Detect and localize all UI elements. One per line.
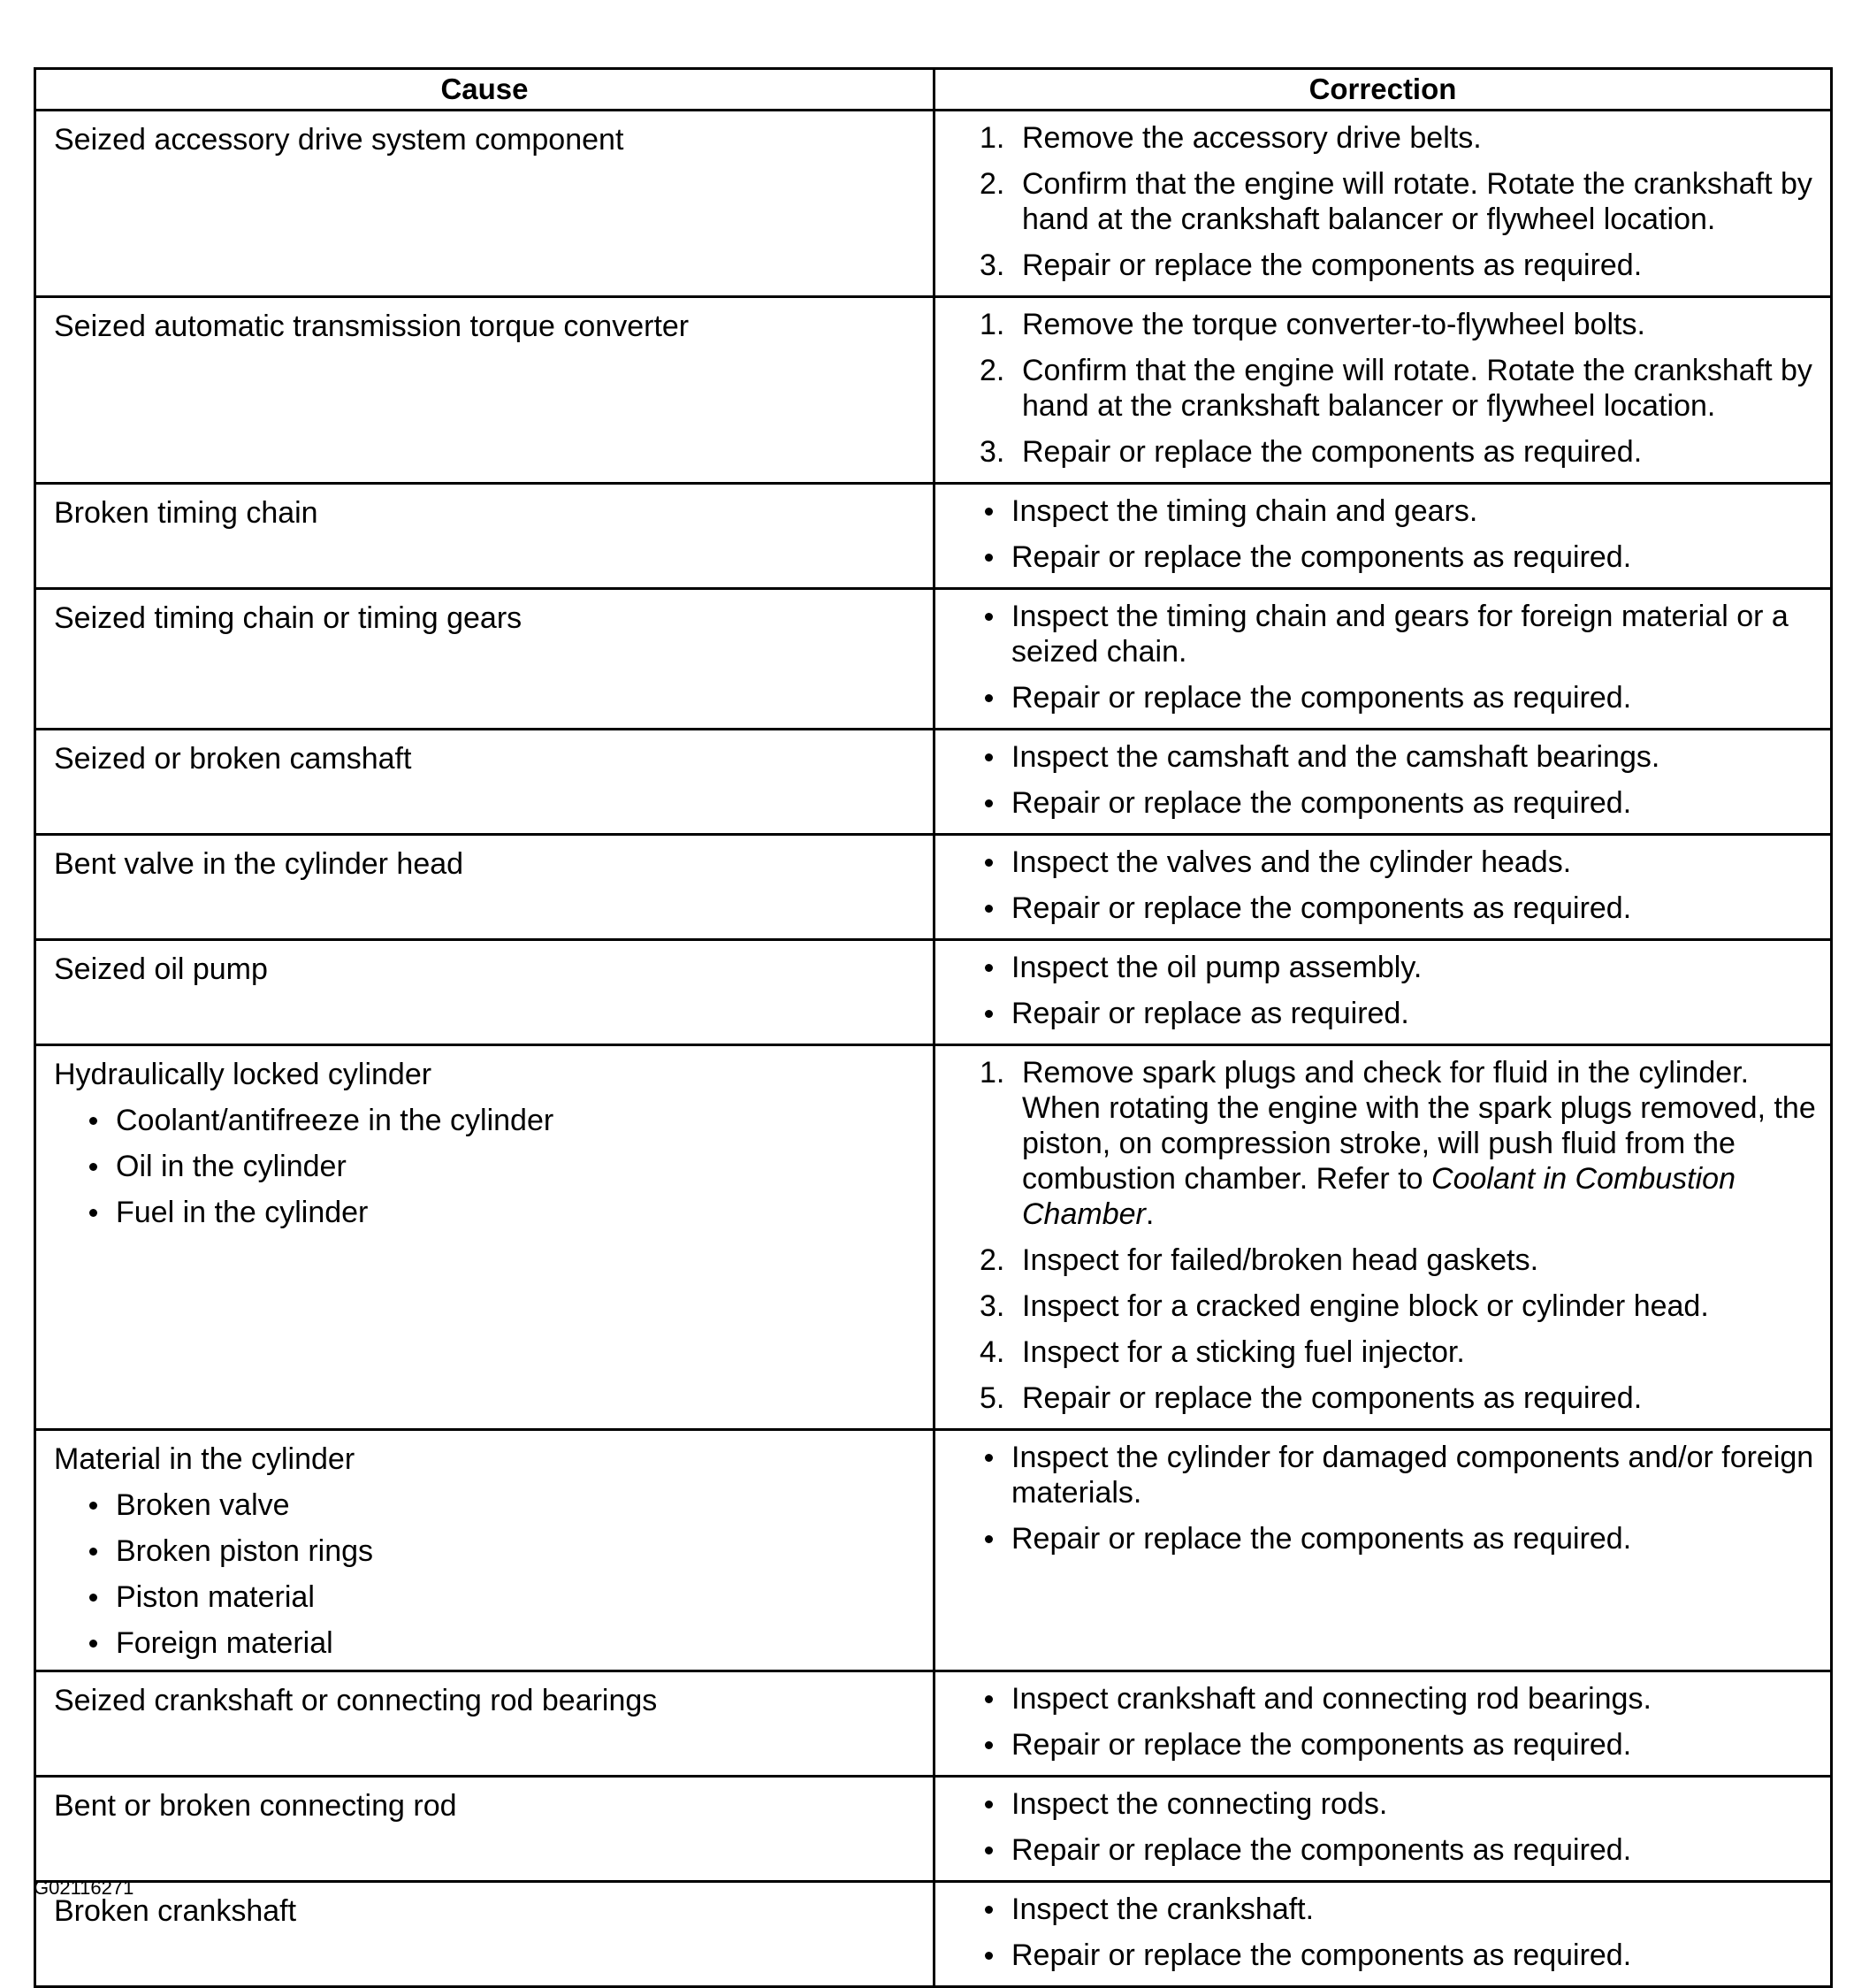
cause-subitem-text: Foreign material: [116, 1626, 333, 1660]
cause-text: Seized crankshaft or connecting rod bearings: [54, 1684, 658, 1717]
bullet-icon: [985, 694, 993, 702]
bullet-icon: [985, 1952, 993, 1960]
bullet-icon: [985, 753, 993, 761]
correction-item: [980, 739, 1823, 775]
bullet-icon: [89, 1640, 97, 1648]
correction-text: Repair or replace as required.: [1011, 997, 1409, 1030]
bullet-icon: [985, 613, 993, 621]
correction-text: Confirm that the engine will rotate. Rotate the crankshaft by hand at the crankshaft balancer or flywheel location.: [1022, 354, 1812, 423]
bullet-icon: [985, 554, 993, 562]
correction-text: Repair or replace the components as required.: [1011, 786, 1632, 820]
correction-list: [980, 1681, 1823, 1762]
bullet-icon: [89, 1594, 97, 1602]
correction-item: [980, 493, 1823, 529]
bullet-icon: [985, 1801, 993, 1808]
cause-text: Bent or broken connecting rod: [54, 1789, 457, 1823]
correction-list: [980, 1892, 1823, 1973]
step-number: 2.: [980, 167, 1005, 201]
correction-text: Inspect for a cracked engine block or cylinder head.: [1022, 1289, 1709, 1323]
correction-item: [980, 785, 1823, 821]
correction-text: Repair or replace the components as required.: [1011, 891, 1632, 925]
cause-cell: [35, 589, 934, 730]
table-body: [35, 111, 1832, 1987]
correction-text: Remove the torque converter-to-flywheel bolts.: [1022, 308, 1645, 341]
correction-item: [980, 1440, 1823, 1510]
bullet-icon: [985, 859, 993, 867]
cause-text: Seized accessory drive system component: [54, 123, 624, 157]
table-row: [35, 589, 1832, 730]
cause-subitem: [84, 1625, 917, 1661]
correction-text: Remove spark plugs and check for fluid in the cylinder. When rotating the engine with the spark plugs removed, the piston, on compression stroke, will push fluid from the combustion chamber. Refer to: [1022, 1056, 1816, 1196]
cause-text: Material in the cylinder: [54, 1442, 355, 1476]
bullet-icon: [985, 1847, 993, 1854]
correction-list: [980, 493, 1823, 575]
correction-item: [980, 1521, 1823, 1556]
cause-column-header: Cause: [35, 69, 934, 111]
correction-text: Inspect the crankshaft.: [1011, 1892, 1315, 1926]
cause-subitem-text: Oil in the cylinder: [116, 1150, 347, 1183]
correction-text: Repair or replace the components as required.: [1022, 248, 1643, 282]
cause-subitem: [84, 1579, 917, 1615]
correction-cell: [934, 940, 1832, 1045]
bullet-icon: [985, 1695, 993, 1703]
table-header-row: [35, 69, 1832, 111]
correction-item: [980, 680, 1823, 715]
correction-cell: [934, 1777, 1832, 1882]
step-number: 3.: [980, 248, 1005, 282]
correction-item: [980, 120, 1823, 156]
correction-text: Repair or replace the components as required.: [1011, 1522, 1632, 1556]
cause-text: Seized automatic transmission torque converter: [54, 310, 690, 343]
bullet-icon: [89, 1548, 97, 1556]
correction-cell: [934, 1671, 1832, 1777]
cause-subitem-text: Broken piston rings: [116, 1534, 374, 1568]
correction-item: [980, 248, 1823, 283]
bullet-icon: [985, 1535, 993, 1543]
correction-item: [980, 353, 1823, 424]
correction-item: [980, 891, 1823, 926]
cause-cell: [35, 835, 934, 940]
cause-subitem: [84, 1103, 917, 1138]
cause-subitem-list: [54, 1487, 917, 1661]
cause-subitem-text: Coolant/antifreeze in the cylinder: [116, 1104, 554, 1137]
correction-list: [980, 1055, 1823, 1416]
step-number: 1.: [980, 308, 1005, 341]
cause-subitem-text: Piston material: [116, 1580, 315, 1614]
correction-item: [980, 996, 1823, 1031]
correction-text: Inspect the oil pump assembly.: [1011, 951, 1423, 984]
correction-item: [980, 1892, 1823, 1927]
bullet-icon: [985, 905, 993, 913]
bullet-icon: [89, 1502, 97, 1510]
cause-text: Seized timing chain or timing gears: [54, 601, 523, 635]
correction-cell: [934, 730, 1832, 835]
bullet-icon: [985, 964, 993, 972]
correction-text: Repair or replace the components as required.: [1011, 540, 1632, 574]
step-number: 4.: [980, 1335, 1005, 1369]
cause-text: Seized or broken camshaft: [54, 742, 412, 776]
correction-text: Repair or replace the components as required.: [1022, 1381, 1643, 1415]
table-row: [35, 297, 1832, 484]
cause-text: Broken timing chain: [54, 496, 318, 530]
cause-text: Bent valve in the cylinder head: [54, 847, 464, 881]
correction-text: Inspect the connecting rods.: [1011, 1787, 1388, 1821]
table-row: [35, 484, 1832, 589]
bullet-icon: [985, 508, 993, 516]
cause-text: Seized oil pump: [54, 952, 268, 986]
correction-text: Repair or replace the components as required.: [1011, 1833, 1632, 1867]
correction-list: [980, 307, 1823, 470]
correction-item: [980, 434, 1823, 470]
correction-text: Inspect the timing chain and gears for foreign material or a seized chain.: [1011, 600, 1789, 669]
step-number: 2.: [980, 1243, 1005, 1277]
correction-column-header: Correction: [934, 69, 1832, 111]
cause-text: Broken crankshaft: [54, 1894, 297, 1928]
table-row: [35, 1430, 1832, 1671]
correction-text: Inspect for a sticking fuel injector.: [1022, 1335, 1465, 1369]
correction-text: Repair or replace the components as required.: [1022, 435, 1643, 469]
correction-item: [980, 1727, 1823, 1762]
correction-list: [980, 1786, 1823, 1868]
table-row: [35, 1671, 1832, 1777]
correction-text: Repair or replace the components as required.: [1011, 681, 1632, 715]
correction-item: [980, 539, 1823, 575]
step-number: 3.: [980, 1289, 1005, 1323]
correction-cell: [934, 111, 1832, 297]
correction-list: [980, 845, 1823, 926]
step-number: 3.: [980, 435, 1005, 469]
bullet-icon: [89, 1163, 97, 1171]
table-row: [35, 730, 1832, 835]
correction-item: [980, 307, 1823, 342]
bullet-icon: [985, 1010, 993, 1018]
step-number: 2.: [980, 354, 1005, 387]
correction-text: Inspect the camshaft and the camshaft bearings.: [1011, 740, 1660, 774]
bullet-icon: [985, 1906, 993, 1914]
correction-cell: [934, 835, 1832, 940]
table-row: [35, 1045, 1832, 1430]
cause-cell: [35, 1882, 934, 1987]
bullet-icon: [985, 1741, 993, 1749]
correction-item: [980, 166, 1823, 237]
correction-item: [980, 1288, 1823, 1324]
cause-subitem: [84, 1533, 917, 1569]
correction-text: Remove the accessory drive belts.: [1022, 121, 1482, 155]
correction-item: [980, 845, 1823, 880]
cause-cell: [35, 111, 934, 297]
cause-cell: [35, 484, 934, 589]
correction-item: [980, 950, 1823, 985]
bullet-icon: [985, 1454, 993, 1462]
correction-item: [980, 1832, 1823, 1868]
table-row: [35, 1777, 1832, 1882]
table-row: [35, 940, 1832, 1045]
cause-cell: [35, 1777, 934, 1882]
cause-cell: [35, 1045, 934, 1430]
correction-text: Inspect crankshaft and connecting rod bearings.: [1011, 1682, 1652, 1716]
correction-list: [980, 1440, 1823, 1556]
correction-cell: [934, 1045, 1832, 1430]
correction-text: Confirm that the engine will rotate. Rotate the crankshaft by hand at the crankshaft balancer or flywheel location.: [1022, 167, 1812, 236]
bullet-icon: [89, 1209, 97, 1217]
correction-text: Inspect for failed/broken head gaskets.: [1022, 1243, 1539, 1277]
cause-cell: [35, 1671, 934, 1777]
correction-text: Inspect the cylinder for damaged components and/or foreign materials.: [1011, 1441, 1814, 1510]
cause-cell: [35, 940, 934, 1045]
diagnostic-table: [34, 67, 1833, 1988]
cause-cell: [35, 730, 934, 835]
correction-text: Inspect the timing chain and gears.: [1011, 494, 1478, 528]
table-row: [35, 111, 1832, 297]
correction-item: 1. Remove spark plugs and check for fluid in the cylinder. When rotating the engine with the spark plugs removed, the piston, on compression stroke, will push fluid from the combustion chamber. Refer to Coolant in Combustion Chamber.: [980, 1056, 1816, 1231]
cause-text: Hydraulically locked cylinder: [54, 1058, 432, 1091]
step-number: 1.: [980, 1056, 1005, 1090]
bullet-icon: [985, 799, 993, 807]
correction-item: [980, 1334, 1823, 1370]
correction-item: [980, 1380, 1823, 1416]
correction-text: Repair or replace the components as required.: [1011, 1938, 1632, 1972]
correction-item: [980, 1938, 1823, 1973]
step-number: 1.: [980, 121, 1005, 155]
correction-item: [980, 1786, 1823, 1822]
correction-cell: [934, 484, 1832, 589]
correction-cell: [934, 297, 1832, 484]
correction-list: [980, 950, 1823, 1031]
correction-list: [980, 739, 1823, 821]
figure-id: G02116271: [34, 1877, 134, 1899]
table-row: [35, 1882, 1832, 1987]
cause-subitem-list: [54, 1103, 917, 1230]
correction-item: [980, 599, 1823, 669]
correction-text: Repair or replace the components as required.: [1011, 1728, 1632, 1762]
correction-list: [980, 599, 1823, 715]
step-number: 5.: [980, 1381, 1005, 1415]
cause-subitem: [84, 1149, 917, 1184]
correction-item: [980, 1242, 1823, 1278]
cause-subitem: [84, 1487, 917, 1523]
correction-text: Inspect the valves and the cylinder heads.: [1011, 845, 1572, 879]
bullet-icon: [89, 1117, 97, 1125]
cause-subitem-text: Fuel in the cylinder: [116, 1196, 369, 1229]
cause-cell: [35, 1430, 934, 1671]
correction-item: [980, 1681, 1823, 1717]
reference-link[interactable]: Coolant in Combustion Chamber: [1022, 1162, 1736, 1231]
correction-cell: [934, 589, 1832, 730]
correction-cell: [934, 1882, 1832, 1987]
cause-subitem-text: Broken valve: [116, 1488, 290, 1522]
cause-cell: [35, 297, 934, 484]
table-row: [35, 835, 1832, 940]
cause-subitem: [84, 1195, 917, 1230]
correction-list: [980, 120, 1823, 283]
correction-cell: [934, 1430, 1832, 1671]
